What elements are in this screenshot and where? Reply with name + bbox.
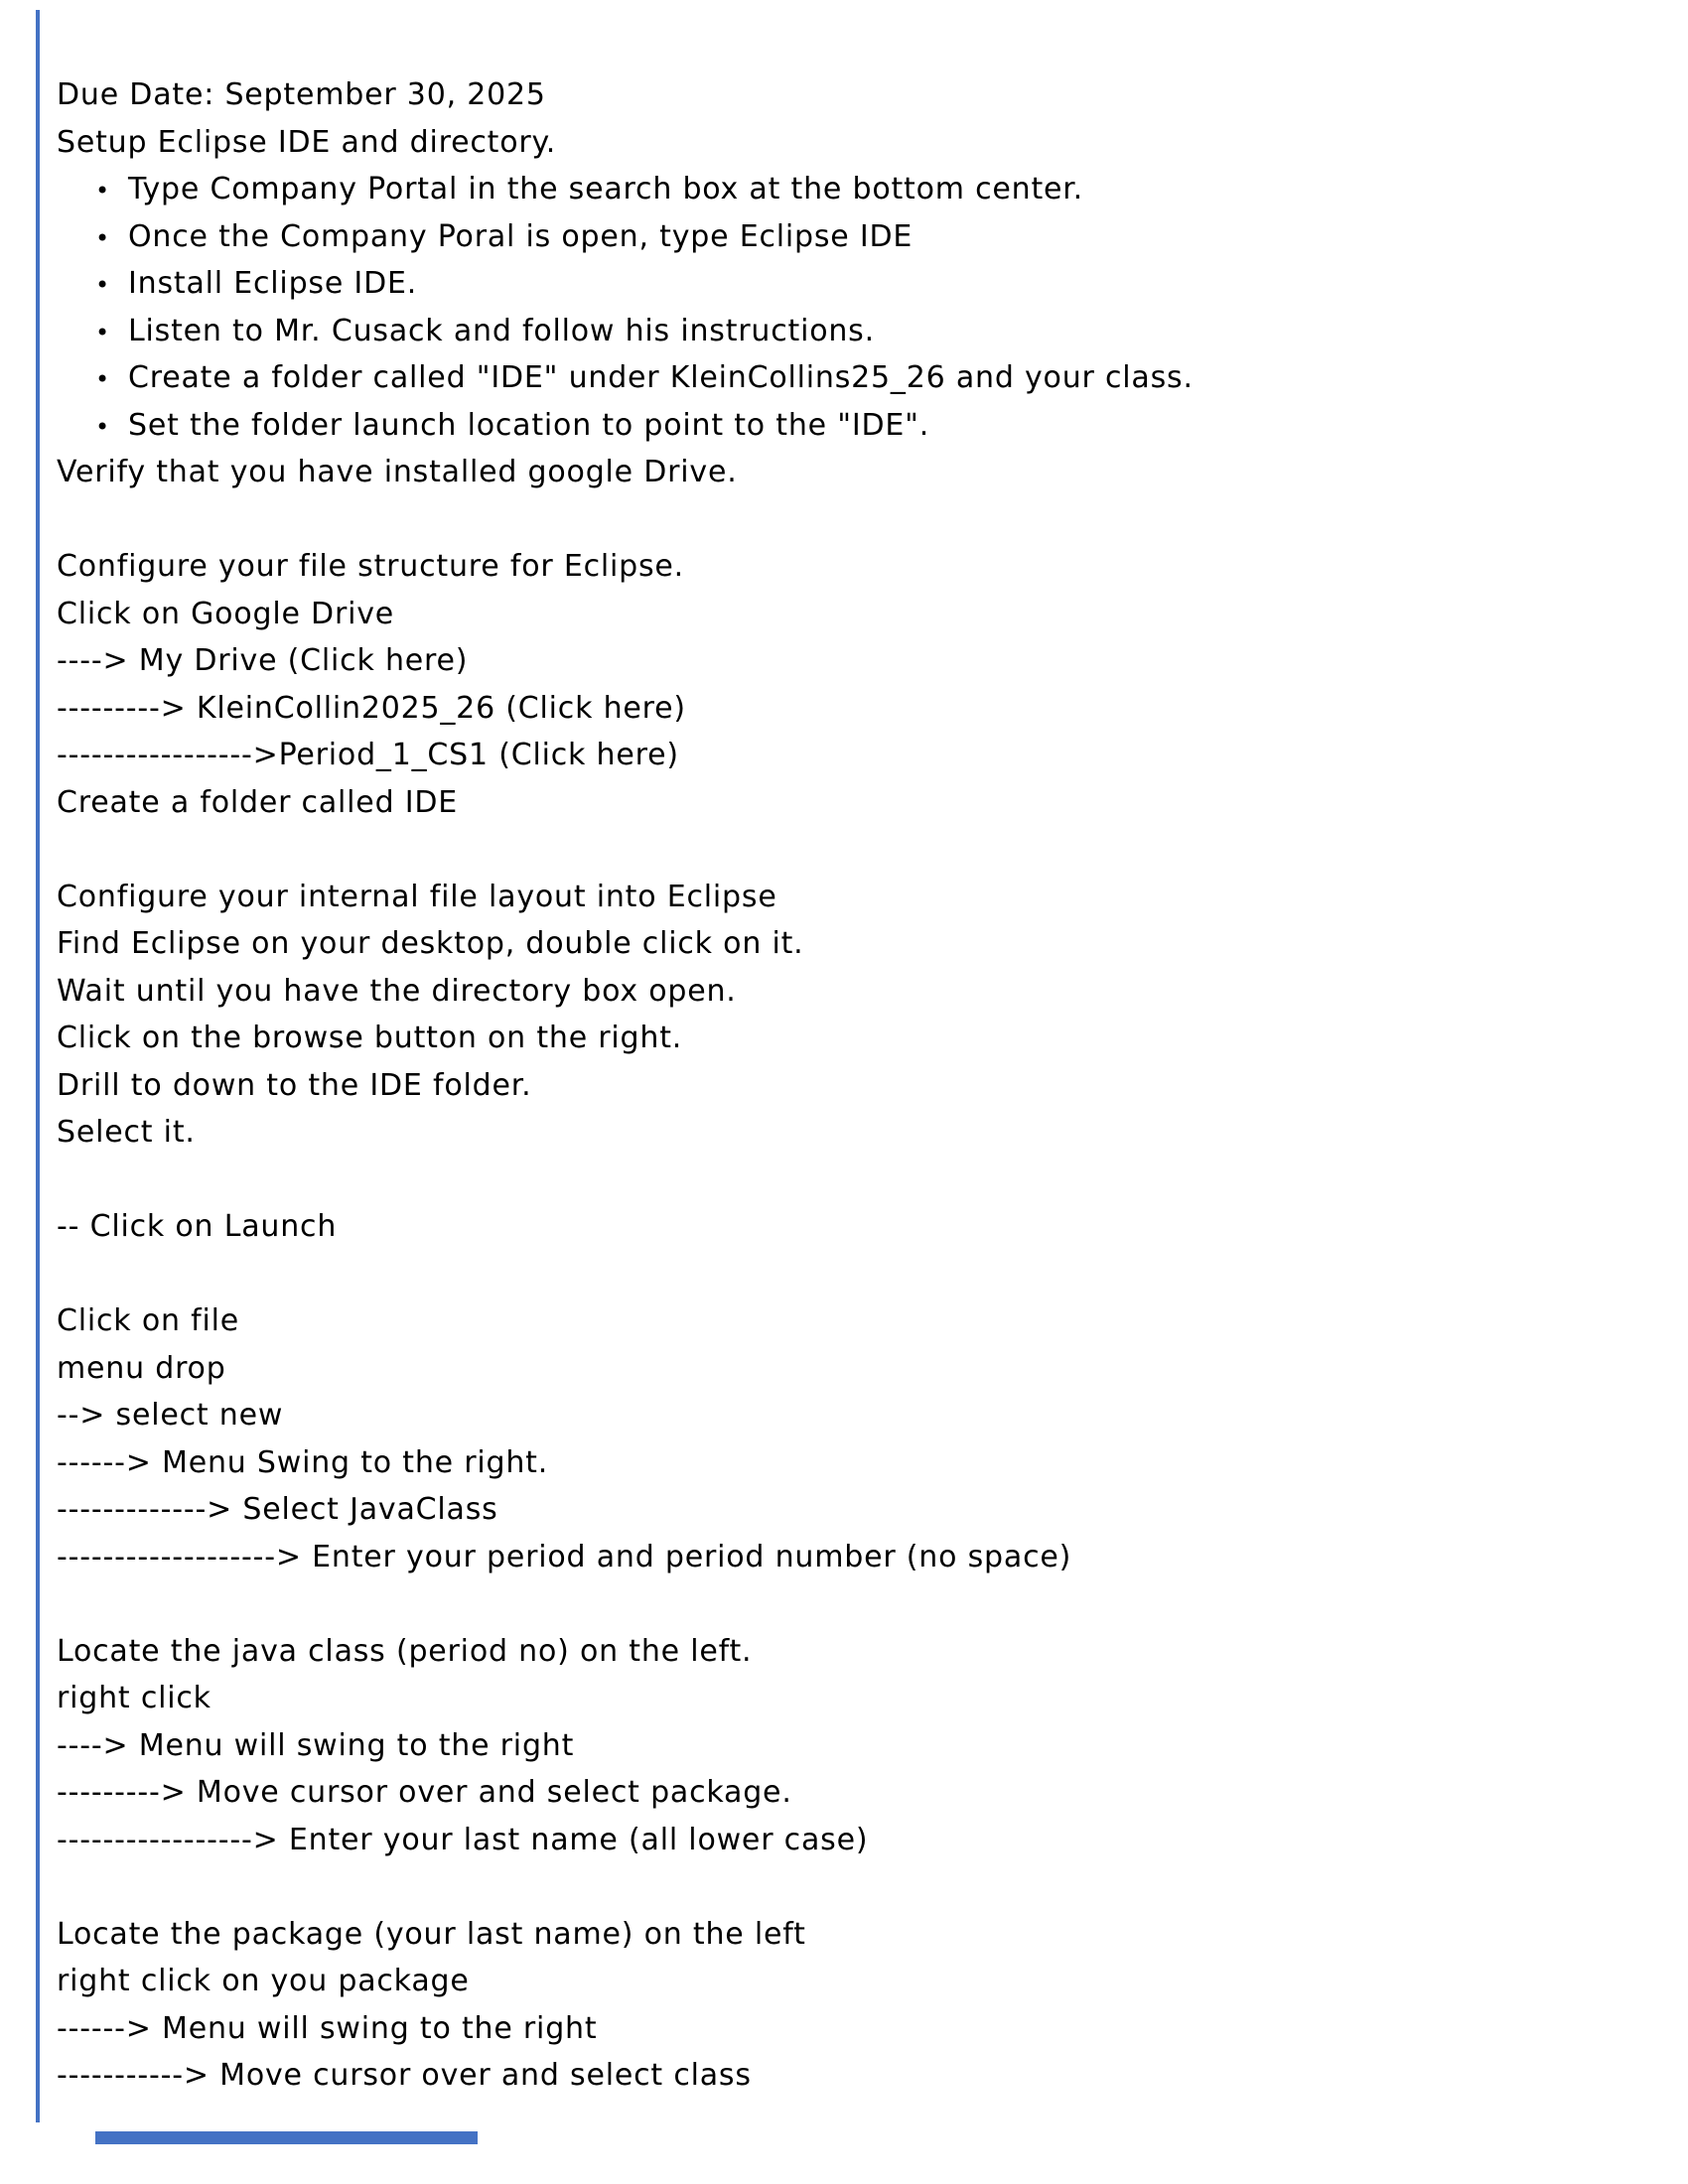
- text-line: [57, 1109, 1658, 1157]
- bullet-icon: •: [95, 318, 110, 346]
- text-line: [57, 637, 1658, 685]
- text-line: [57, 543, 1658, 591]
- blank-line: [57, 496, 1658, 544]
- text-line: [57, 1534, 1658, 1581]
- document-body: [57, 71, 1658, 2100]
- text-line: [57, 1015, 1658, 1062]
- line-text: -----------------> Enter your last name (all lower case): [57, 1822, 869, 1857]
- bullet-icon: •: [95, 177, 110, 205]
- text-line: [57, 1911, 1658, 1959]
- line-text: Click on Google Drive: [57, 596, 395, 631]
- text-line: [57, 968, 1658, 1016]
- line-text: Find Eclipse on your desktop, double click on it.: [57, 926, 804, 961]
- bullet-item: [57, 402, 1658, 450]
- line-text: Set the folder launch location to point to the "IDE".: [128, 407, 930, 443]
- text-line: [57, 685, 1658, 733]
- text-line: [57, 2005, 1658, 2053]
- text-line: [57, 779, 1658, 827]
- line-text: Due Date: September 30, 2025: [57, 77, 546, 112]
- text-line: [57, 2052, 1658, 2100]
- blank-line: [57, 1251, 1658, 1298]
- line-text: Type Company Portal in the search box at the bottom center.: [128, 172, 1084, 206]
- text-line: [57, 1722, 1658, 1770]
- text-line: [57, 1392, 1658, 1439]
- text-line: [57, 1062, 1658, 1110]
- line-text: Verify that you have installed google Drive.: [57, 455, 738, 489]
- text-line: [57, 920, 1658, 968]
- line-text: ----> Menu will swing to the right: [57, 1727, 575, 1763]
- line-text: -------------------> Enter your period and period number (no space): [57, 1539, 1072, 1574]
- line-text: Click on the browse button on the right.: [57, 1021, 683, 1055]
- bullet-icon: •: [95, 365, 110, 393]
- line-text: Listen to Mr. Cusack and follow his instructions.: [128, 313, 875, 348]
- line-text: Wait until you have the directory box open.: [57, 973, 737, 1009]
- text-line: [57, 1769, 1658, 1817]
- line-text: Once the Company Poral is open, type Eclipse IDE: [128, 218, 914, 254]
- line-text: ------> Menu Swing to the right.: [57, 1444, 549, 1480]
- bullet-item: [57, 308, 1658, 355]
- line-text: ---------> KleinCollin2025_26 (Click here): [57, 690, 686, 726]
- line-text: Select it.: [57, 1115, 196, 1150]
- text-line: [57, 1817, 1658, 1864]
- line-text: -------------> Select JavaClass: [57, 1492, 498, 1527]
- text-line: [57, 1675, 1658, 1722]
- blue-bottom-line: [95, 2131, 478, 2144]
- line-text: Setup Eclipse IDE and directory.: [57, 124, 557, 160]
- text-line: [57, 1958, 1658, 2005]
- text-line: [57, 1203, 1658, 1251]
- line-text: ----------------->Period_1_CS1 (Click here): [57, 738, 679, 772]
- blank-line: [57, 1863, 1658, 1911]
- line-text: right click: [57, 1681, 211, 1715]
- line-text: Create a folder called IDE: [57, 784, 459, 820]
- text-line: [57, 1486, 1658, 1534]
- blank-line: [57, 826, 1658, 874]
- bullet-icon: •: [95, 271, 110, 299]
- text-line: [57, 449, 1658, 496]
- text-line: [57, 1297, 1658, 1345]
- line-text: Configure your file structure for Eclipse.: [57, 549, 685, 584]
- line-text: --> select new: [57, 1398, 284, 1433]
- line-text: Create a folder called "IDE" under KleinCollins25_26 and your class.: [128, 360, 1194, 395]
- line-text: Install Eclipse IDE.: [128, 266, 418, 301]
- text-line: [57, 1345, 1658, 1393]
- bullet-item: [57, 354, 1658, 402]
- blue-left-edge-line: [36, 10, 40, 2122]
- bullet-item: [57, 260, 1658, 308]
- text-line: [57, 1628, 1658, 1676]
- line-text: Click on file: [57, 1303, 240, 1338]
- text-line: [57, 1439, 1658, 1487]
- bullet-item: [57, 166, 1658, 213]
- line-text: ----> My Drive (Click here): [57, 643, 469, 678]
- text-line: [57, 119, 1658, 167]
- line-text: -----------> Move cursor over and select class: [57, 2058, 752, 2093]
- line-text: menu drop: [57, 1350, 226, 1386]
- line-text: Configure your internal file layout into Eclipse: [57, 879, 777, 914]
- line-text: Drill to down to the IDE folder.: [57, 1067, 532, 1103]
- bullet-item: [57, 213, 1658, 261]
- text-line: [57, 874, 1658, 921]
- line-text: Locate the java class (period no) on the left.: [57, 1633, 753, 1669]
- line-text: ---------> Move cursor over and select package.: [57, 1775, 792, 1810]
- text-line: [57, 71, 1658, 119]
- blank-line: [57, 1580, 1658, 1628]
- bullet-icon: •: [95, 223, 110, 252]
- line-text: Locate the package (your last name) on the left: [57, 1916, 806, 1952]
- line-text: -- Click on Launch: [57, 1209, 338, 1244]
- line-text: right click on you package: [57, 1964, 470, 1998]
- text-line: [57, 732, 1658, 779]
- text-line: [57, 591, 1658, 638]
- line-text: ------> Menu will swing to the right: [57, 2010, 598, 2046]
- bullet-icon: •: [95, 412, 110, 441]
- blank-line: [57, 1157, 1658, 1204]
